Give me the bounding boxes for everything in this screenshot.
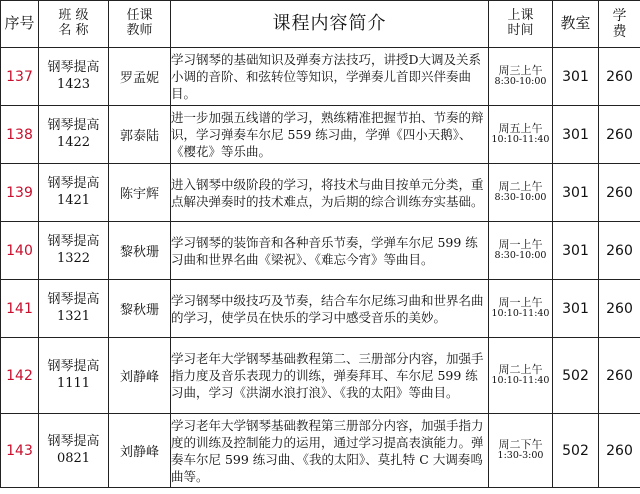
class-name-line1: 钢琴提高 (47, 176, 100, 192)
row-number: 140 (1, 222, 39, 280)
class-clock: 8:30-10:00 (494, 250, 547, 262)
course-description: 学习钢琴中级技巧及节奏，结合车尔尼练习曲和世界名曲的学习，使学员在快乐的学习中感受音乐的美妙。 (171, 280, 489, 338)
table-row (1, 414, 640, 488)
class-name-line1: 钢琴提高 (47, 60, 100, 76)
header-time (489, 1, 553, 48)
class-time (489, 414, 553, 488)
class-name-line1: 钢琴提高 (47, 434, 100, 450)
course-description: 学习老年大学钢琴基础教程第三册部分内容，加强手指力度的训练及控制能力的运用，通过学习提高表演能力。弹奏车尔尼 599 练习曲、《我的太阳》、莫扎特 C 大调奏鸣曲等。 (171, 414, 489, 488)
class-name (39, 106, 109, 164)
table-row (1, 164, 640, 222)
classroom: 301 (553, 164, 599, 222)
class-day: 周二下午 (498, 438, 543, 452)
teacher-name: 刘静峰 (109, 338, 171, 414)
class-code: 1421 (56, 192, 91, 208)
class-day: 周二上午 (498, 180, 543, 194)
class-day: 周二上午 (498, 363, 543, 377)
class-clock: 10:10-11:40 (491, 375, 550, 387)
tuition-fee: 260 (599, 106, 640, 164)
table-row (1, 222, 640, 280)
row-number: 143 (1, 414, 39, 488)
class-code: 1321 (56, 308, 91, 324)
class-name-line1: 钢琴提高 (47, 292, 100, 308)
classroom: 301 (553, 222, 599, 280)
row-number: 141 (1, 280, 39, 338)
course-description: 学习老年大学钢琴基础教程第二、三册部分内容，加强手指力度及音乐表现力的训练，弹奏拜耳、车尔尼 599 练习曲，学习《洪湖水浪打浪》、《我的太阳》等曲目。 (171, 338, 489, 414)
teacher-name: 罗孟妮 (109, 48, 171, 106)
classroom: 502 (553, 338, 599, 414)
class-time (489, 48, 553, 106)
table-row (1, 338, 640, 414)
class-clock: 10:10-11:40 (491, 308, 550, 320)
header-class (39, 1, 109, 48)
class-code: 0821 (56, 450, 91, 466)
tuition-fee: 260 (599, 222, 640, 280)
table-row (1, 48, 640, 106)
teacher-name: 黎秋珊 (109, 280, 171, 338)
table-row (1, 280, 640, 338)
class-time (489, 222, 553, 280)
header-row (1, 1, 640, 48)
row-number: 139 (1, 164, 39, 222)
classroom: 301 (553, 48, 599, 106)
teacher-name: 陈宇辉 (109, 164, 171, 222)
header-teacher (109, 1, 171, 48)
header-room: 教室 (553, 1, 599, 48)
tuition-fee: 260 (599, 280, 640, 338)
tuition-fee: 260 (599, 414, 640, 488)
header-time-line1: 上课 (507, 8, 534, 24)
classroom: 301 (553, 280, 599, 338)
teacher-name: 刘静峰 (109, 414, 171, 488)
teacher-name: 黎秋珊 (109, 222, 171, 280)
course-description: 学习钢琴的装饰音和各种音乐节奏，学弹车尔尼 599 练习曲和世界名曲《梁祝》、《难忘今宵》等曲目。 (171, 222, 489, 280)
class-day: 周五上午 (498, 122, 543, 136)
class-time (489, 106, 553, 164)
class-clock: 10:10-11:40 (491, 134, 550, 146)
header-time-line2: 时间 (507, 23, 534, 38)
class-name (39, 280, 109, 338)
class-time (489, 280, 553, 338)
header-fee-line2: 费 (612, 24, 627, 40)
header-content: 课程内容简介 (171, 1, 489, 48)
class-name (39, 222, 109, 280)
class-day: 周三上午 (498, 64, 543, 78)
row-number: 142 (1, 338, 39, 414)
class-name-line1: 钢琴提高 (47, 118, 100, 134)
class-clock: 8:30-10:00 (494, 76, 547, 88)
header-teacher-line1: 任课 (126, 8, 153, 24)
header-fee (599, 1, 640, 48)
tuition-fee: 260 (599, 48, 640, 106)
class-clock: 8:30-10:00 (494, 192, 547, 204)
class-time (489, 164, 553, 222)
class-name-line1: 钢琴提高 (47, 234, 100, 250)
classroom: 502 (553, 414, 599, 488)
course-description: 进一步加强五线谱的学习，熟练精准把握节拍、节奏的辩识，学习弹奏车尔尼 559 练习曲，学弹《四小天鹅》、《樱花》等乐曲。 (171, 106, 489, 164)
class-code: 1422 (56, 134, 91, 150)
class-name (39, 414, 109, 488)
table-row (1, 106, 640, 164)
class-time (489, 338, 553, 414)
class-name (39, 48, 109, 106)
class-code: 1111 (56, 375, 91, 391)
header-fee-line1: 学 (612, 7, 627, 24)
row-number: 137 (1, 48, 39, 106)
class-name (39, 338, 109, 414)
header-class-line2: 名 称 (58, 23, 89, 38)
class-day: 周一上午 (498, 238, 543, 252)
header-teacher-line2: 教师 (126, 23, 153, 38)
classroom: 301 (553, 106, 599, 164)
tuition-fee: 260 (599, 338, 640, 414)
class-day: 周一上午 (498, 296, 543, 310)
course-description: 学习钢琴的基础知识及弹奏方法技巧，讲授D大调及关系小调的音阶、和弦转位等知识，学弹奏儿首即兴伴奏曲目。 (171, 48, 489, 106)
header-class-line1: 班 级 (58, 8, 89, 24)
course-description: 进入钢琴中级阶段的学习，将技术与曲目按单元分类，重点解决弹奏时的技术难点，为后期的综合训练夯实基础。 (171, 164, 489, 222)
class-name-line1: 钢琴提高 (47, 359, 100, 375)
class-name (39, 164, 109, 222)
teacher-name: 郭泰陆 (109, 106, 171, 164)
class-clock: 1:30-3:00 (497, 450, 544, 462)
class-code: 1423 (56, 76, 91, 92)
header-num: 序号 (1, 1, 39, 48)
row-number: 138 (1, 106, 39, 164)
tuition-fee: 260 (599, 164, 640, 222)
class-code: 1322 (56, 250, 91, 266)
